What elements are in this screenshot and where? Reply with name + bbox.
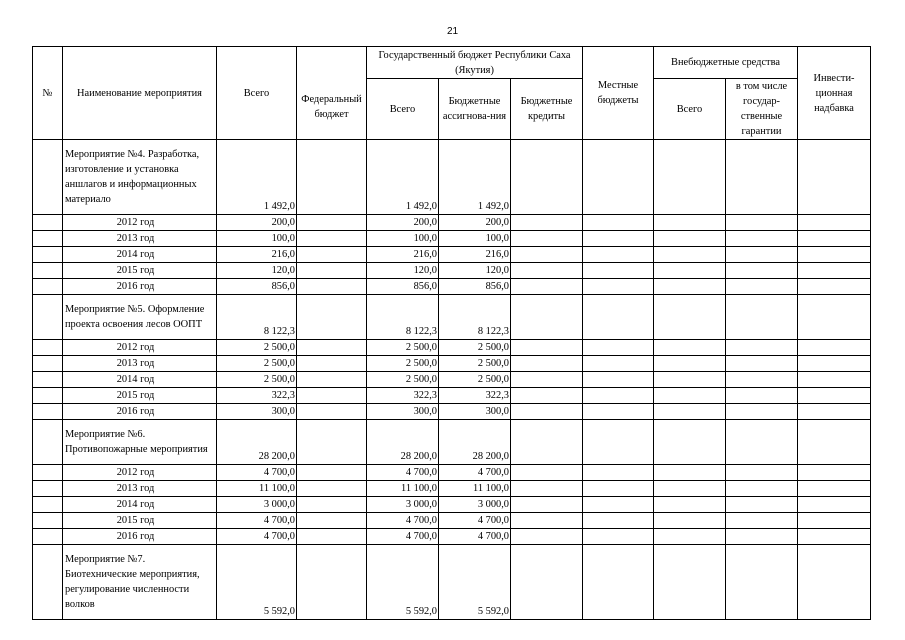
cell-republic-total: 322,3 xyxy=(367,388,439,404)
cell-num xyxy=(33,465,63,481)
cell-num xyxy=(33,356,63,372)
cell-investment xyxy=(798,247,871,263)
cell-num xyxy=(33,497,63,513)
cell-federal xyxy=(297,140,367,215)
cell-num xyxy=(33,215,63,231)
cell-budget-allocations: 300,0 xyxy=(439,404,511,420)
cell-total: 4 700,0 xyxy=(217,465,297,481)
cell-extrabudget-guarantees xyxy=(726,295,798,340)
cell-republic-total: 1 492,0 xyxy=(367,140,439,215)
cell-republic-total: 200,0 xyxy=(367,215,439,231)
cell-extrabudget-guarantees xyxy=(726,497,798,513)
cell-investment xyxy=(798,529,871,545)
cell-name: 2014 год xyxy=(63,247,217,263)
cell-extrabudget-total xyxy=(654,420,726,465)
cell-budget-credits xyxy=(511,356,583,372)
year-row xyxy=(33,497,871,513)
cell-num xyxy=(33,388,63,404)
cell-extrabudget-guarantees xyxy=(726,279,798,295)
cell-extrabudget-total xyxy=(654,545,726,620)
cell-local xyxy=(583,247,654,263)
header-extrabudget-guarantees: в том числе государ-ственные гарантии xyxy=(726,79,798,140)
cell-name: 2015 год xyxy=(63,513,217,529)
cell-investment xyxy=(798,481,871,497)
cell-local xyxy=(583,404,654,420)
cell-name: 2012 год xyxy=(63,215,217,231)
cell-republic-total: 100,0 xyxy=(367,231,439,247)
cell-federal xyxy=(297,340,367,356)
cell-federal xyxy=(297,481,367,497)
cell-budget-credits xyxy=(511,263,583,279)
cell-budget-credits xyxy=(511,545,583,620)
cell-budget-credits xyxy=(511,372,583,388)
cell-budget-allocations: 1 492,0 xyxy=(439,140,511,215)
cell-num xyxy=(33,513,63,529)
cell-investment xyxy=(798,465,871,481)
header-total: Всего xyxy=(217,47,297,140)
cell-republic-total: 856,0 xyxy=(367,279,439,295)
cell-num xyxy=(33,372,63,388)
cell-local xyxy=(583,513,654,529)
cell-local xyxy=(583,340,654,356)
cell-extrabudget-total xyxy=(654,481,726,497)
cell-budget-allocations: 28 200,0 xyxy=(439,420,511,465)
cell-republic-total: 3 000,0 xyxy=(367,497,439,513)
cell-name: 2013 год xyxy=(63,356,217,372)
cell-republic-total: 2 500,0 xyxy=(367,356,439,372)
cell-federal xyxy=(297,465,367,481)
cell-investment xyxy=(798,215,871,231)
cell-num xyxy=(33,529,63,545)
cell-name: Мероприятие №7. Биотехнические мероприятия, регулирование численности волков xyxy=(63,545,217,620)
year-row xyxy=(33,215,871,231)
cell-extrabudget-guarantees xyxy=(726,481,798,497)
cell-total: 2 500,0 xyxy=(217,340,297,356)
cell-extrabudget-guarantees xyxy=(726,513,798,529)
cell-budget-allocations: 4 700,0 xyxy=(439,465,511,481)
header-republic-total: Всего xyxy=(367,79,439,140)
cell-investment xyxy=(798,420,871,465)
cell-total: 322,3 xyxy=(217,388,297,404)
cell-local xyxy=(583,420,654,465)
cell-investment xyxy=(798,279,871,295)
budget-table xyxy=(32,46,871,620)
cell-budget-credits xyxy=(511,420,583,465)
cell-republic-total: 28 200,0 xyxy=(367,420,439,465)
cell-budget-credits xyxy=(511,481,583,497)
header-investment: Инвести-ционная надбавка xyxy=(798,47,871,140)
cell-extrabudget-total xyxy=(654,140,726,215)
cell-extrabudget-total xyxy=(654,497,726,513)
cell-num xyxy=(33,140,63,215)
cell-investment xyxy=(798,404,871,420)
cell-republic-total: 120,0 xyxy=(367,263,439,279)
cell-num xyxy=(33,545,63,620)
cell-budget-allocations: 4 700,0 xyxy=(439,529,511,545)
cell-extrabudget-total xyxy=(654,356,726,372)
cell-extrabudget-guarantees xyxy=(726,388,798,404)
cell-budget-allocations: 2 500,0 xyxy=(439,340,511,356)
cell-total: 120,0 xyxy=(217,263,297,279)
cell-budget-allocations: 4 700,0 xyxy=(439,513,511,529)
cell-investment xyxy=(798,231,871,247)
cell-name: Мероприятие №4. Разработка, изготовление и установка аншлагов и информационных материало xyxy=(63,140,217,215)
page-number: 21 xyxy=(446,26,459,37)
table-body xyxy=(33,140,871,620)
year-row xyxy=(33,481,871,497)
cell-total: 1 492,0 xyxy=(217,140,297,215)
cell-name: 2013 год xyxy=(63,481,217,497)
cell-extrabudget-guarantees xyxy=(726,247,798,263)
cell-total: 28 200,0 xyxy=(217,420,297,465)
cell-num xyxy=(33,247,63,263)
cell-federal xyxy=(297,388,367,404)
year-row xyxy=(33,279,871,295)
cell-investment xyxy=(798,545,871,620)
header-num: № xyxy=(33,47,63,140)
year-row xyxy=(33,372,871,388)
cell-total: 11 100,0 xyxy=(217,481,297,497)
cell-total: 3 000,0 xyxy=(217,497,297,513)
cell-num xyxy=(33,279,63,295)
cell-extrabudget-guarantees xyxy=(726,420,798,465)
cell-name: 2013 год xyxy=(63,231,217,247)
cell-extrabudget-total xyxy=(654,263,726,279)
cell-budget-allocations: 100,0 xyxy=(439,231,511,247)
header-local: Местные бюджеты xyxy=(583,47,654,140)
cell-local xyxy=(583,140,654,215)
cell-budget-allocations: 2 500,0 xyxy=(439,356,511,372)
cell-investment xyxy=(798,340,871,356)
cell-extrabudget-guarantees xyxy=(726,231,798,247)
cell-name: Мероприятие №5. Оформление проекта освоения лесов ООПТ xyxy=(63,295,217,340)
cell-extrabudget-guarantees xyxy=(726,263,798,279)
cell-budget-credits xyxy=(511,513,583,529)
cell-name: 2014 год xyxy=(63,497,217,513)
cell-investment xyxy=(798,140,871,215)
cell-num xyxy=(33,404,63,420)
cell-federal xyxy=(297,497,367,513)
cell-budget-allocations: 3 000,0 xyxy=(439,497,511,513)
cell-republic-total: 300,0 xyxy=(367,404,439,420)
cell-extrabudget-total xyxy=(654,215,726,231)
cell-extrabudget-total xyxy=(654,231,726,247)
cell-local xyxy=(583,279,654,295)
cell-name: 2012 год xyxy=(63,340,217,356)
cell-extrabudget-guarantees xyxy=(726,140,798,215)
cell-extrabudget-total xyxy=(654,247,726,263)
cell-budget-allocations: 8 122,3 xyxy=(439,295,511,340)
cell-budget-allocations: 200,0 xyxy=(439,215,511,231)
cell-federal xyxy=(297,295,367,340)
cell-republic-total: 216,0 xyxy=(367,247,439,263)
cell-federal xyxy=(297,545,367,620)
cell-extrabudget-guarantees xyxy=(726,340,798,356)
cell-total: 5 592,0 xyxy=(217,545,297,620)
year-row xyxy=(33,340,871,356)
cell-federal xyxy=(297,513,367,529)
cell-local xyxy=(583,388,654,404)
cell-total: 300,0 xyxy=(217,404,297,420)
cell-name: 2015 год xyxy=(63,388,217,404)
cell-budget-credits xyxy=(511,215,583,231)
cell-republic-total: 4 700,0 xyxy=(367,465,439,481)
cell-investment xyxy=(798,356,871,372)
cell-federal xyxy=(297,215,367,231)
cell-republic-total: 2 500,0 xyxy=(367,340,439,356)
cell-name: 2016 год xyxy=(63,529,217,545)
measure-row xyxy=(33,140,871,215)
header-extrabudget: Внебюджетные средства xyxy=(654,47,798,79)
cell-republic-total: 4 700,0 xyxy=(367,513,439,529)
cell-extrabudget-guarantees xyxy=(726,372,798,388)
cell-budget-allocations: 11 100,0 xyxy=(439,481,511,497)
cell-federal xyxy=(297,529,367,545)
year-row xyxy=(33,513,871,529)
cell-budget-allocations: 120,0 xyxy=(439,263,511,279)
cell-budget-credits xyxy=(511,340,583,356)
cell-extrabudget-total xyxy=(654,388,726,404)
header-name: Наименование мероприятия xyxy=(63,47,217,140)
cell-republic-total: 5 592,0 xyxy=(367,545,439,620)
cell-extrabudget-guarantees xyxy=(726,356,798,372)
year-row xyxy=(33,231,871,247)
cell-extrabudget-guarantees xyxy=(726,529,798,545)
cell-extrabudget-guarantees xyxy=(726,215,798,231)
cell-local xyxy=(583,263,654,279)
cell-total: 200,0 xyxy=(217,215,297,231)
cell-extrabudget-total xyxy=(654,404,726,420)
measure-row xyxy=(33,420,871,465)
cell-num xyxy=(33,295,63,340)
year-row xyxy=(33,247,871,263)
header-budget-credits: Бюджетные кредиты xyxy=(511,79,583,140)
cell-extrabudget-guarantees xyxy=(726,465,798,481)
cell-num xyxy=(33,481,63,497)
cell-name: 2016 год xyxy=(63,404,217,420)
cell-investment xyxy=(798,497,871,513)
header-republic-budget: Государственный бюджет Республики Саха (Якутия) xyxy=(367,47,583,79)
cell-extrabudget-guarantees xyxy=(726,545,798,620)
cell-investment xyxy=(798,295,871,340)
cell-extrabudget-total xyxy=(654,340,726,356)
cell-num xyxy=(33,340,63,356)
cell-local xyxy=(583,545,654,620)
cell-budget-allocations: 5 592,0 xyxy=(439,545,511,620)
cell-extrabudget-total xyxy=(654,529,726,545)
cell-federal xyxy=(297,231,367,247)
cell-total: 2 500,0 xyxy=(217,372,297,388)
cell-federal xyxy=(297,404,367,420)
cell-federal xyxy=(297,356,367,372)
cell-budget-credits xyxy=(511,247,583,263)
cell-budget-credits xyxy=(511,529,583,545)
cell-budget-credits xyxy=(511,140,583,215)
cell-total: 2 500,0 xyxy=(217,356,297,372)
cell-local xyxy=(583,529,654,545)
header-federal: Федеральный бюджет xyxy=(297,47,367,140)
header-extrabudget-total: Всего xyxy=(654,79,726,140)
cell-extrabudget-guarantees xyxy=(726,404,798,420)
cell-num xyxy=(33,420,63,465)
measure-row xyxy=(33,295,871,340)
cell-total: 8 122,3 xyxy=(217,295,297,340)
cell-federal xyxy=(297,247,367,263)
cell-budget-allocations: 322,3 xyxy=(439,388,511,404)
cell-local xyxy=(583,465,654,481)
cell-extrabudget-total xyxy=(654,279,726,295)
cell-num xyxy=(33,263,63,279)
cell-local xyxy=(583,372,654,388)
cell-local xyxy=(583,295,654,340)
cell-republic-total: 11 100,0 xyxy=(367,481,439,497)
cell-federal xyxy=(297,372,367,388)
cell-budget-allocations: 856,0 xyxy=(439,279,511,295)
cell-name: 2015 год xyxy=(63,263,217,279)
cell-republic-total: 4 700,0 xyxy=(367,529,439,545)
cell-budget-allocations: 2 500,0 xyxy=(439,372,511,388)
cell-investment xyxy=(798,388,871,404)
cell-total: 100,0 xyxy=(217,231,297,247)
year-row xyxy=(33,263,871,279)
cell-budget-credits xyxy=(511,295,583,340)
cell-name: 2016 год xyxy=(63,279,217,295)
cell-republic-total: 8 122,3 xyxy=(367,295,439,340)
cell-budget-credits xyxy=(511,231,583,247)
cell-federal xyxy=(297,279,367,295)
cell-name: 2012 год xyxy=(63,465,217,481)
cell-federal xyxy=(297,263,367,279)
cell-name: 2014 год xyxy=(63,372,217,388)
cell-investment xyxy=(798,513,871,529)
cell-investment xyxy=(798,263,871,279)
cell-republic-total: 2 500,0 xyxy=(367,372,439,388)
cell-extrabudget-total xyxy=(654,372,726,388)
header-budget-allocations: Бюджетные ассигнова-ния xyxy=(439,79,511,140)
cell-budget-credits xyxy=(511,279,583,295)
cell-budget-credits xyxy=(511,404,583,420)
cell-local xyxy=(583,497,654,513)
cell-budget-credits xyxy=(511,465,583,481)
cell-extrabudget-total xyxy=(654,295,726,340)
cell-investment xyxy=(798,372,871,388)
cell-name: Мероприятие №6. Противопожарные мероприятия xyxy=(63,420,217,465)
cell-total: 4 700,0 xyxy=(217,513,297,529)
cell-federal xyxy=(297,420,367,465)
cell-budget-credits xyxy=(511,497,583,513)
cell-total: 4 700,0 xyxy=(217,529,297,545)
cell-local xyxy=(583,481,654,497)
year-row xyxy=(33,529,871,545)
cell-extrabudget-total xyxy=(654,513,726,529)
year-row xyxy=(33,404,871,420)
cell-budget-allocations: 216,0 xyxy=(439,247,511,263)
cell-num xyxy=(33,231,63,247)
cell-extrabudget-total xyxy=(654,465,726,481)
cell-local xyxy=(583,231,654,247)
cell-local xyxy=(583,356,654,372)
cell-total: 856,0 xyxy=(217,279,297,295)
year-row xyxy=(33,388,871,404)
measure-row xyxy=(33,545,871,620)
year-row xyxy=(33,465,871,481)
cell-budget-credits xyxy=(511,388,583,404)
year-row xyxy=(33,356,871,372)
cell-total: 216,0 xyxy=(217,247,297,263)
cell-local xyxy=(583,215,654,231)
